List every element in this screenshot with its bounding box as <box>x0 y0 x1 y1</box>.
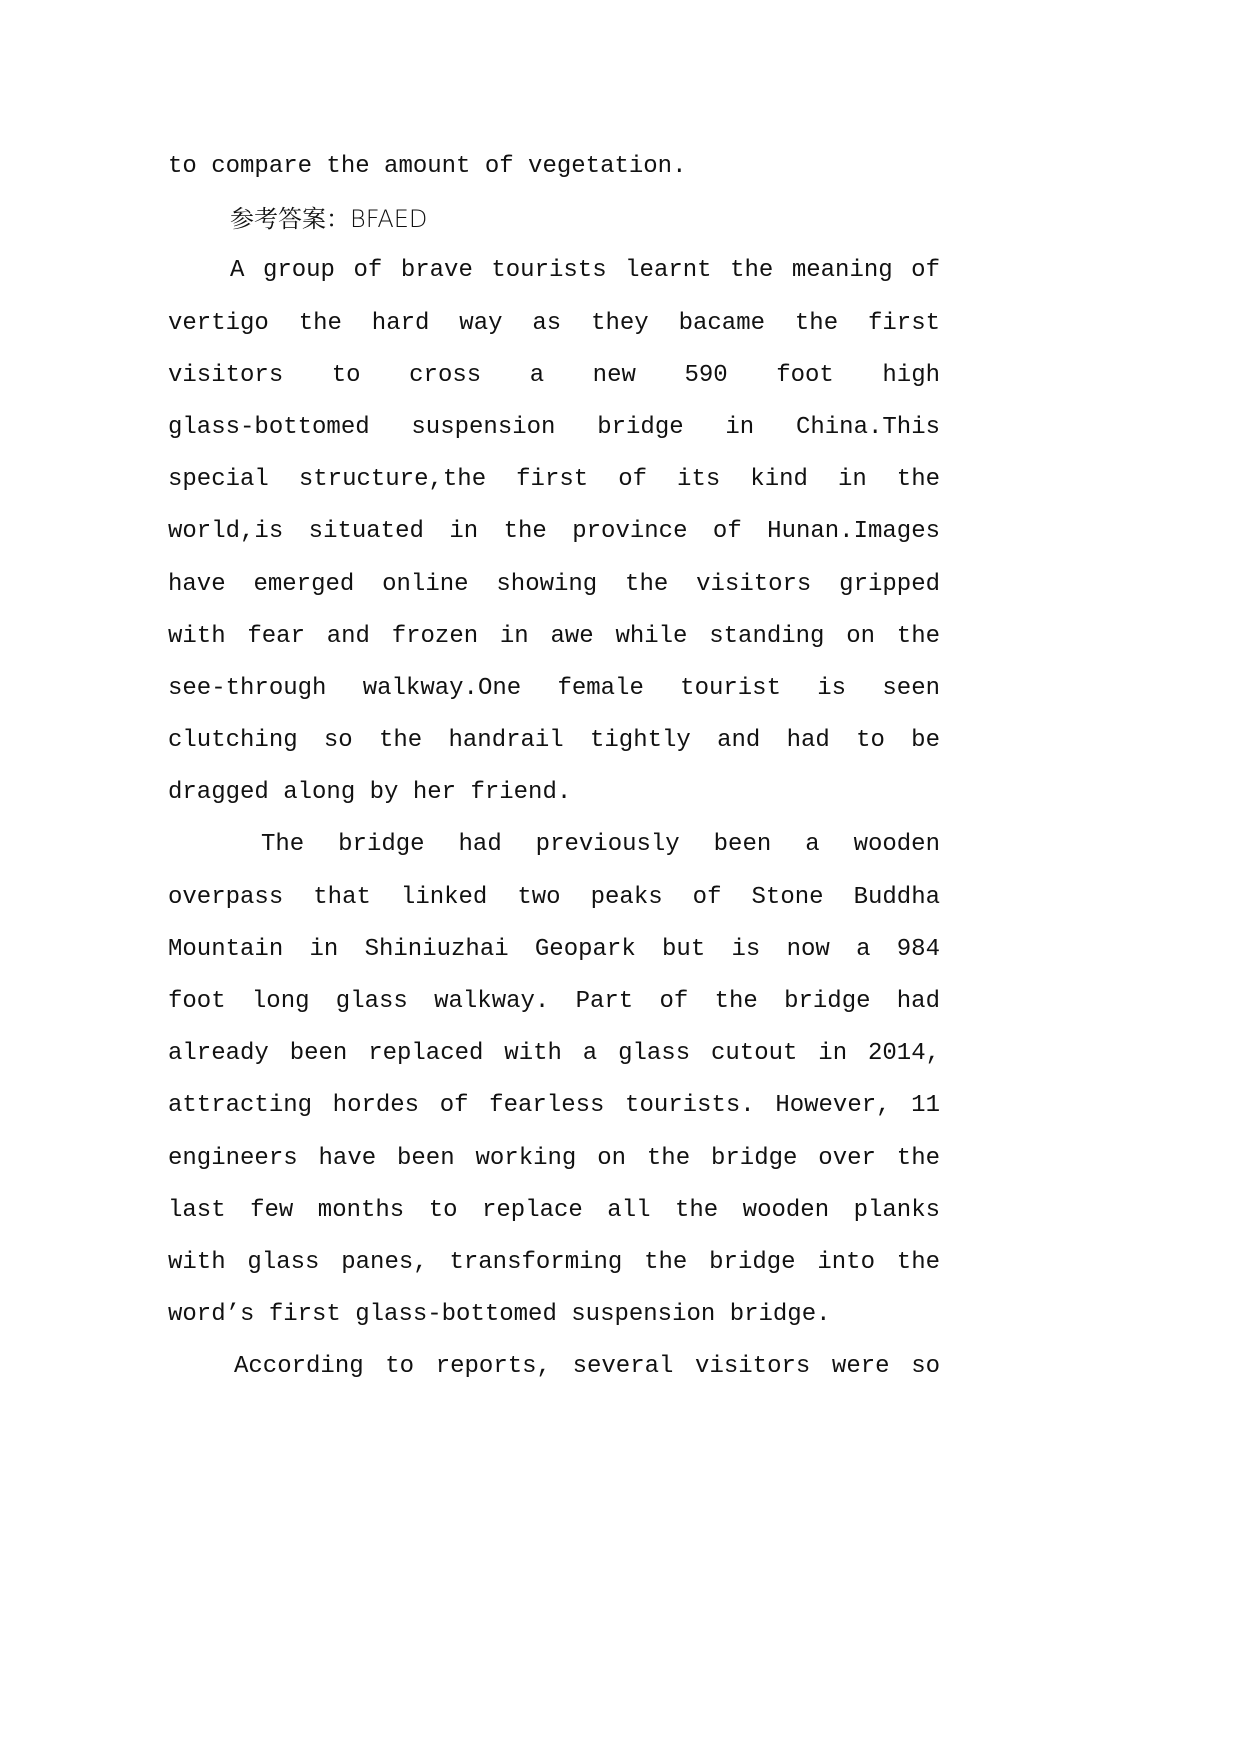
text-line: have emerged online showing the visitors gripped <box>168 570 940 598</box>
text-line: to compare the amount of vegetation. <box>168 153 687 180</box>
text-line: overpass that linked two peaks of Stone Buddha <box>168 883 940 911</box>
text-line: foot long glass walkway. Part of the bridge had <box>168 988 940 1015</box>
text-line: word’s first glass-bottomed suspension bridge. <box>168 1301 831 1329</box>
text-line: A group of brave tourists learnt the meaning of <box>230 257 940 285</box>
text-line: world,is situated in the province of Hunan.Images <box>168 518 940 546</box>
document-body <box>168 141 940 1394</box>
text-line: 参考答案：BFAED <box>230 205 428 234</box>
text-line: clutching so the handrail tightly and had to be <box>168 727 940 755</box>
text-line: already been replaced with a glass cutout in 2014, <box>168 1040 940 1068</box>
text-line: last few months to replace all the wooden planks <box>168 1196 940 1224</box>
text-line: visitors to cross a new 590 foot high <box>168 361 940 389</box>
text-line: special structure,the first of its kind in the <box>168 466 940 494</box>
text-line: engineers have been working on the bridge over the <box>168 1144 940 1172</box>
text-line: attracting hordes of fearless tourists. However, 11 <box>168 1092 940 1120</box>
text-line: dragged along by her friend. <box>168 779 572 807</box>
text-line: vertigo the hard way as they bacame the first <box>168 309 940 337</box>
text-line: with glass panes, transforming the bridge into the <box>168 1248 940 1276</box>
text-line: glass-bottomed suspension bridge in China.This <box>168 413 940 441</box>
text-line: Mountain in Shiniuzhai Geopark but is now a 984 <box>168 935 940 963</box>
text-line: see-through walkway.One female tourist is seen <box>168 674 940 702</box>
text-line: with fear and frozen in awe while standing on the <box>168 622 940 650</box>
text-line: According to reports, several visitors were so <box>234 1353 940 1381</box>
text-line: The bridge had previously been a wooden <box>261 831 940 859</box>
